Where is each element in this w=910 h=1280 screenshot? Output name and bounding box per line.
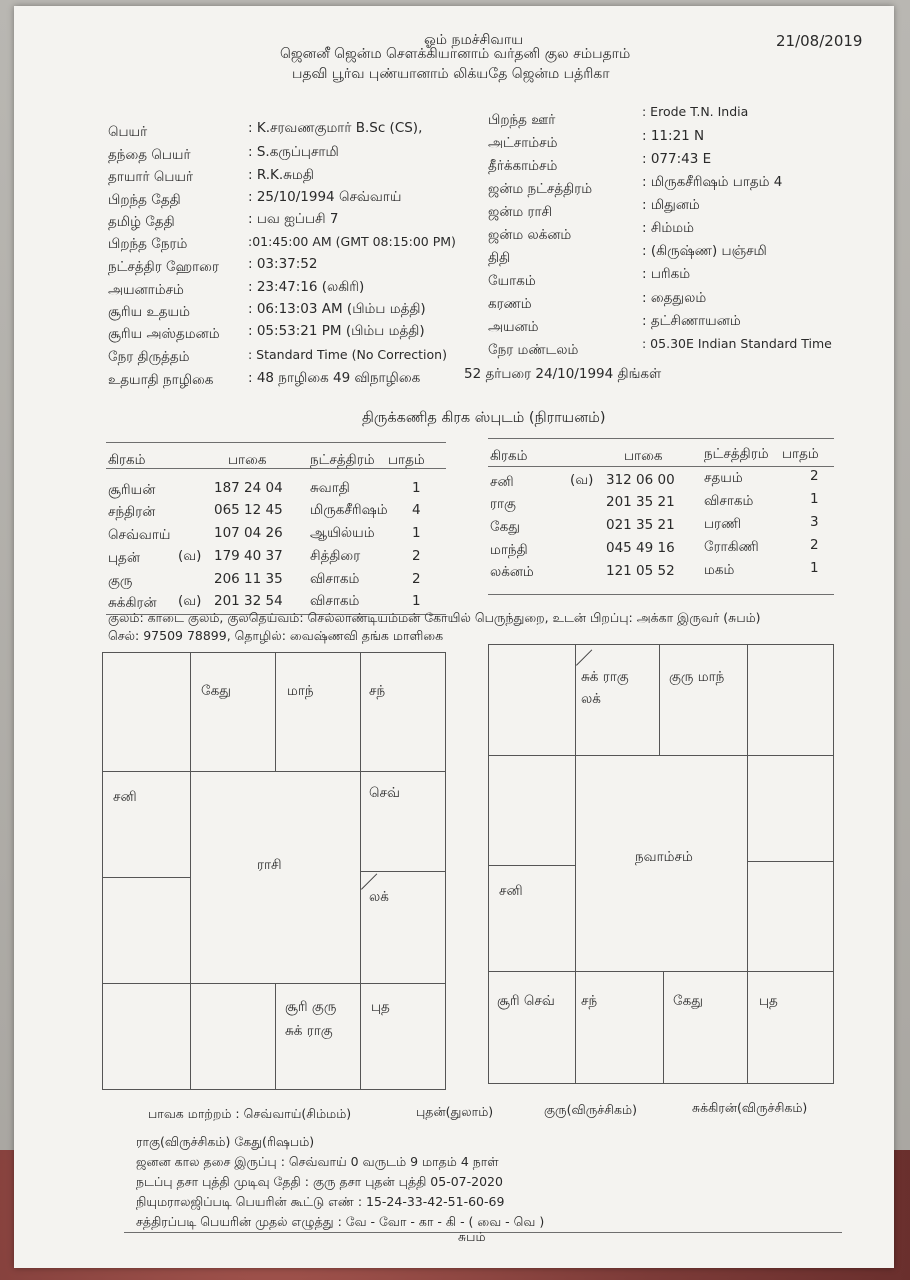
graha-right-star: ரோகிணி — [704, 539, 759, 555]
graha-right-header-pada: பாதம் — [782, 446, 819, 462]
navamsa-cell-mercury: புத — [759, 993, 778, 1009]
footer-name-letters: சத்திரப்படி பெயரின் முதல் எழுத்து : வே - வோ - கா - கி - ( வை - வெ ) — [136, 1214, 545, 1229]
graha-left-planet: சுக்கிரன் — [108, 595, 157, 611]
graha-left-retro: (வ) — [178, 548, 202, 564]
label-time-zone: நேர மண்டலம் — [488, 342, 579, 358]
label-tithi: திதி — [488, 250, 511, 266]
rasi-grid-line — [190, 653, 191, 771]
graha-rule-top-left — [106, 442, 446, 443]
label-star-hora: நட்சத்திர ஹோரை — [108, 259, 219, 275]
graha-left-header-star: நட்சத்திரம் — [310, 452, 375, 468]
value-tithi: : (கிருஷ்ண) பஞ்சமி — [642, 243, 767, 259]
navamsa-chart — [488, 644, 834, 1084]
value-sunrise: : 06:13:03 AM (பிம்ப மத்தி) — [248, 301, 426, 317]
graha-right-star: விசாகம் — [704, 493, 754, 509]
value-ayanamsa: : 23:47:16 (லகிரி) — [248, 279, 365, 295]
graha-right-degree: 021 35 21 — [606, 517, 675, 533]
graha-table-title: திருக்கணித கிரக ஸ்புடம் (நிராயனம்) — [362, 410, 606, 426]
rasi-cell-venus-rahu: சுக் ராகு — [285, 1023, 333, 1039]
graha-left-degree: 201 32 54 — [214, 593, 283, 609]
footer-parivartana-venus: சுக்கிரன்(விருச்சிகம்) — [692, 1100, 808, 1115]
graha-right-planet: மாந்தி — [490, 542, 528, 558]
value-janma-star: : மிருகசீரிஷம் பாதம் 4 — [642, 174, 783, 190]
navamsa-grid-line — [489, 755, 833, 756]
family-line1: குலம்: காடை குலம், குலதெய்வம்: செல்லாண்டியம்மன் கோயில் பெருந்துறை, உடன் பிறப்பு: அக்கா இருவர் (சுபம்) — [108, 610, 761, 625]
value-tamil-date: : பவ ஐப்பசி 7 — [248, 211, 339, 227]
value-janma-rasi: : மிதுனம் — [642, 197, 700, 213]
rasi-cell-moon: சந் — [369, 683, 386, 699]
graha-left-degree: 065 12 45 — [214, 502, 283, 518]
value-name: : K.சரவணகுமார் B.Sc (CS), — [248, 120, 423, 136]
navamsa-cell-jupiter-mandi: குரு மாந் — [669, 669, 725, 685]
label-father: தந்தை பெயர் — [108, 147, 191, 163]
graha-left-star: சித்திரை — [310, 548, 361, 564]
value-sunset: : 05:53:21 PM (பிம்ப மத்தி) — [248, 323, 425, 339]
value-ayana: : தட்சிணாயனம் — [642, 313, 741, 329]
rasi-cell-mars: செவ் — [369, 785, 400, 801]
graha-left-planet: செவ்வாய் — [108, 527, 171, 543]
value-udayadi: : 48 நாழிகை 49 விநாழிகை — [248, 370, 421, 386]
graha-right-pada: 2 — [810, 468, 819, 484]
graha-right-star: சதயம் — [704, 470, 743, 486]
label-name: பெயர் — [108, 124, 148, 140]
graha-left-planet: சந்திரன் — [108, 504, 156, 520]
horoscope-sheet — [14, 6, 894, 1268]
graha-left-pada: 1 — [412, 525, 421, 541]
graha-right-star: பரணி — [704, 516, 742, 532]
graha-left-star: சுவாதி — [310, 480, 350, 496]
graha-left-planet: சூரியன் — [108, 482, 156, 498]
graha-left-degree: 107 04 26 — [214, 525, 283, 541]
graha-left-star: மிருகசீரிஷம் — [310, 502, 388, 518]
value-star-hora: : 03:37:52 — [248, 256, 318, 272]
navamsa-cell-moon: சந் — [581, 993, 598, 1009]
header-line3: பதவி பூர்வ புண்யானாம் லிக்யதே ஜென்ம பத்ரிகா — [292, 66, 610, 82]
label-mother: தாயார் பெயர் — [108, 169, 194, 185]
navamsa-grid-line — [747, 645, 748, 1083]
footer-numerology: நியுமராலஜிப்படி பெயரின் கூட்டு எண் : 15-24-33-42-51-60-69 — [136, 1194, 505, 1209]
rasi-grid-line — [275, 653, 276, 771]
navamsa-grid-line — [489, 971, 833, 972]
navamsa-grid-line — [747, 861, 833, 862]
graha-right-planet: கேது — [490, 519, 520, 535]
graha-rule-bottom-right — [488, 594, 834, 595]
rasi-grid-line — [103, 983, 445, 984]
value-birth-date: : 25/10/1994 செவ்வாய் — [248, 189, 402, 205]
header-date: 21/08/2019 — [776, 32, 863, 50]
header-line2: ஜெனனீ ஜென்ம செளக்கியானாம் வர்தனி குல சம்பதாம் — [280, 46, 631, 62]
rasi-lagna-marker — [361, 873, 377, 889]
graha-right-degree: 121 05 52 — [606, 563, 675, 579]
graha-right-degree: 312 06 00 — [606, 472, 675, 488]
value-father: : S.கருப்புசாமி — [248, 144, 339, 160]
footer-parivartana-mercury: புதன்(துலாம்) — [416, 1104, 494, 1119]
value-time-zone: : 05.30E Indian Standard Time — [642, 336, 832, 351]
rasi-grid-line — [360, 871, 445, 872]
graha-right-degree: 045 49 16 — [606, 540, 675, 556]
graha-rule-head-right — [488, 466, 834, 467]
graha-left-degree: 187 24 04 — [214, 480, 283, 496]
navamsa-grid-line — [663, 971, 664, 1083]
graha-left-degree: 206 11 35 — [214, 571, 283, 587]
value-udayadi-tail: 52 தர்பரை 24/10/1994 திங்கள் — [464, 366, 662, 382]
label-birth-place: பிறந்த ஊர் — [488, 112, 556, 128]
graha-right-planet: ராகு — [490, 496, 516, 512]
label-sunset: சூரிய அஸ்தமனம் — [108, 326, 220, 342]
graha-right-header-degree: பாகை — [624, 448, 663, 464]
value-birth-place: : Erode T.N. India — [642, 104, 749, 119]
footer-rahu-kethu: ராகு(விருச்சிகம்) கேது(ரிஷபம்) — [136, 1134, 315, 1149]
graha-left-star: விசாகம் — [310, 593, 360, 609]
family-line2: செல்: 97509 78899, தொழில்: வைஷ்ணவி தங்க மாளிகை — [108, 628, 444, 643]
label-udayadi: உதயாதி நாழிகை — [108, 372, 214, 388]
value-yoga: : பரிகம் — [642, 266, 691, 282]
graha-left-planet: குரு — [108, 573, 133, 589]
graha-left-pada: 4 — [412, 502, 421, 518]
rasi-chart — [102, 652, 446, 1090]
label-tamil-date: தமிழ் தேதி — [108, 214, 175, 230]
label-latitude: அட்சாம்சம் — [488, 135, 558, 151]
graha-left-retro: (வ) — [178, 593, 202, 609]
navamsa-cell-lagna: லக் — [581, 691, 601, 707]
graha-right-header-star: நட்சத்திரம் — [704, 446, 769, 462]
footer-current-dasa: நடப்பு தசா புத்தி முடிவு தேதி : குரு தசா புதன் புத்தி 05-07-2020 — [136, 1174, 503, 1189]
graha-right-retro: (வ) — [570, 472, 594, 488]
value-janma-lagna: : சிம்மம் — [642, 220, 695, 236]
value-time-correction: : Standard Time (No Correction) — [248, 347, 447, 362]
value-birth-time: :01:45:00 AM (GMT 08:15:00 PM) — [248, 234, 456, 249]
label-time-correction: நேர திருத்தம் — [108, 349, 190, 365]
graha-left-header-degree: பாகை — [228, 452, 267, 468]
rasi-grid-line — [103, 877, 190, 878]
label-ayana: அயனம் — [488, 319, 539, 335]
graha-right-planet: லக்னம் — [490, 564, 534, 580]
graha-left-header-pada: பாதம் — [388, 452, 425, 468]
header-line1: ஓம் நமச்சிவாய — [424, 32, 524, 48]
graha-left-pada: 1 — [412, 593, 421, 609]
value-mother: : R.K.சுமதி — [248, 167, 314, 183]
label-birth-date: பிறந்த தேதி — [108, 192, 181, 208]
label-janma-lagna: ஜன்ம லக்னம் — [488, 227, 572, 243]
graha-left-pada: 2 — [412, 548, 421, 564]
graha-right-pada: 1 — [810, 491, 819, 507]
navamsa-cell-kethu: கேது — [673, 993, 703, 1009]
footer-subam: சுபம் — [458, 1229, 486, 1244]
footer-dasa-balance: ஜனன கால தசை இருப்பு : செவ்வாய் 0 வருடம் 9 மாதம் 4 நாள் — [136, 1154, 499, 1169]
graha-left-header-planet: கிரகம் — [108, 452, 146, 468]
graha-right-star: மகம் — [704, 562, 735, 578]
navamsa-grid-line — [575, 645, 576, 1083]
navamsa-cell-sun-mars: சூரி செவ் — [497, 993, 555, 1009]
rasi-cell-mercury: புத — [371, 999, 390, 1015]
value-karana: : தைதுலம் — [642, 290, 707, 306]
label-yoga: யோகம் — [488, 273, 536, 289]
graha-right-degree: 201 35 21 — [606, 494, 675, 510]
rasi-grid-line — [275, 983, 276, 1089]
label-ayanamsa: அயனாம்சம் — [108, 282, 184, 298]
rasi-grid-line — [190, 771, 191, 1089]
label-karana: கரணம் — [488, 296, 532, 312]
label-sunrise: சூரிய உதயம் — [108, 304, 190, 320]
graha-left-star: ஆயில்யம் — [310, 525, 375, 541]
navamsa-lagna-marker — [576, 649, 592, 665]
label-janma-star: ஜன்ம நட்சத்திரம் — [488, 181, 593, 197]
graha-right-planet: சனி — [490, 474, 514, 490]
graha-rule-top-right — [488, 438, 834, 439]
navamsa-cell-saturn: சனி — [499, 883, 523, 899]
navamsa-chart-title: நவாம்சம் — [635, 849, 693, 865]
graha-left-star: விசாகம் — [310, 571, 360, 587]
label-longitude: தீர்க்காம்சம் — [488, 158, 558, 174]
graha-right-pada: 1 — [810, 560, 819, 576]
label-janma-rasi: ஜன்ம ராசி — [488, 204, 553, 220]
graha-left-pada: 2 — [412, 571, 421, 587]
rasi-cell-saturn: சனி — [113, 789, 137, 805]
navamsa-grid-line — [489, 865, 575, 866]
graha-left-degree: 179 40 37 — [214, 548, 283, 564]
graha-right-pada: 3 — [810, 514, 819, 530]
rasi-chart-title: ராசி — [257, 857, 282, 873]
rasi-cell-kethu: கேது — [201, 683, 231, 699]
graha-left-planet: புதன் — [108, 550, 140, 566]
graha-left-pada: 1 — [412, 480, 421, 496]
rasi-cell-sun-jupiter: சூரி குரு — [285, 999, 337, 1015]
rasi-cell-mandi: மாந் — [287, 683, 314, 699]
navamsa-cell-venus-rahu: சுக் ராகு — [581, 669, 629, 685]
value-longitude: : 077:43 E — [642, 151, 712, 167]
graha-right-header-planet: கிரகம் — [490, 448, 528, 464]
rasi-cell-lagna: லக் — [369, 889, 389, 905]
navamsa-grid-line — [659, 645, 660, 755]
rasi-grid-line — [103, 771, 445, 772]
footer-parivartana: பாவக மாற்றம் : செவ்வாய்(சிம்மம்) — [148, 1106, 352, 1121]
footer-parivartana-jupiter: குரு(விருச்சிகம்) — [544, 1102, 637, 1117]
label-birth-time: பிறந்த நேரம் — [108, 236, 188, 252]
value-latitude: : 11:21 N — [642, 128, 705, 144]
graha-right-pada: 2 — [810, 537, 819, 553]
